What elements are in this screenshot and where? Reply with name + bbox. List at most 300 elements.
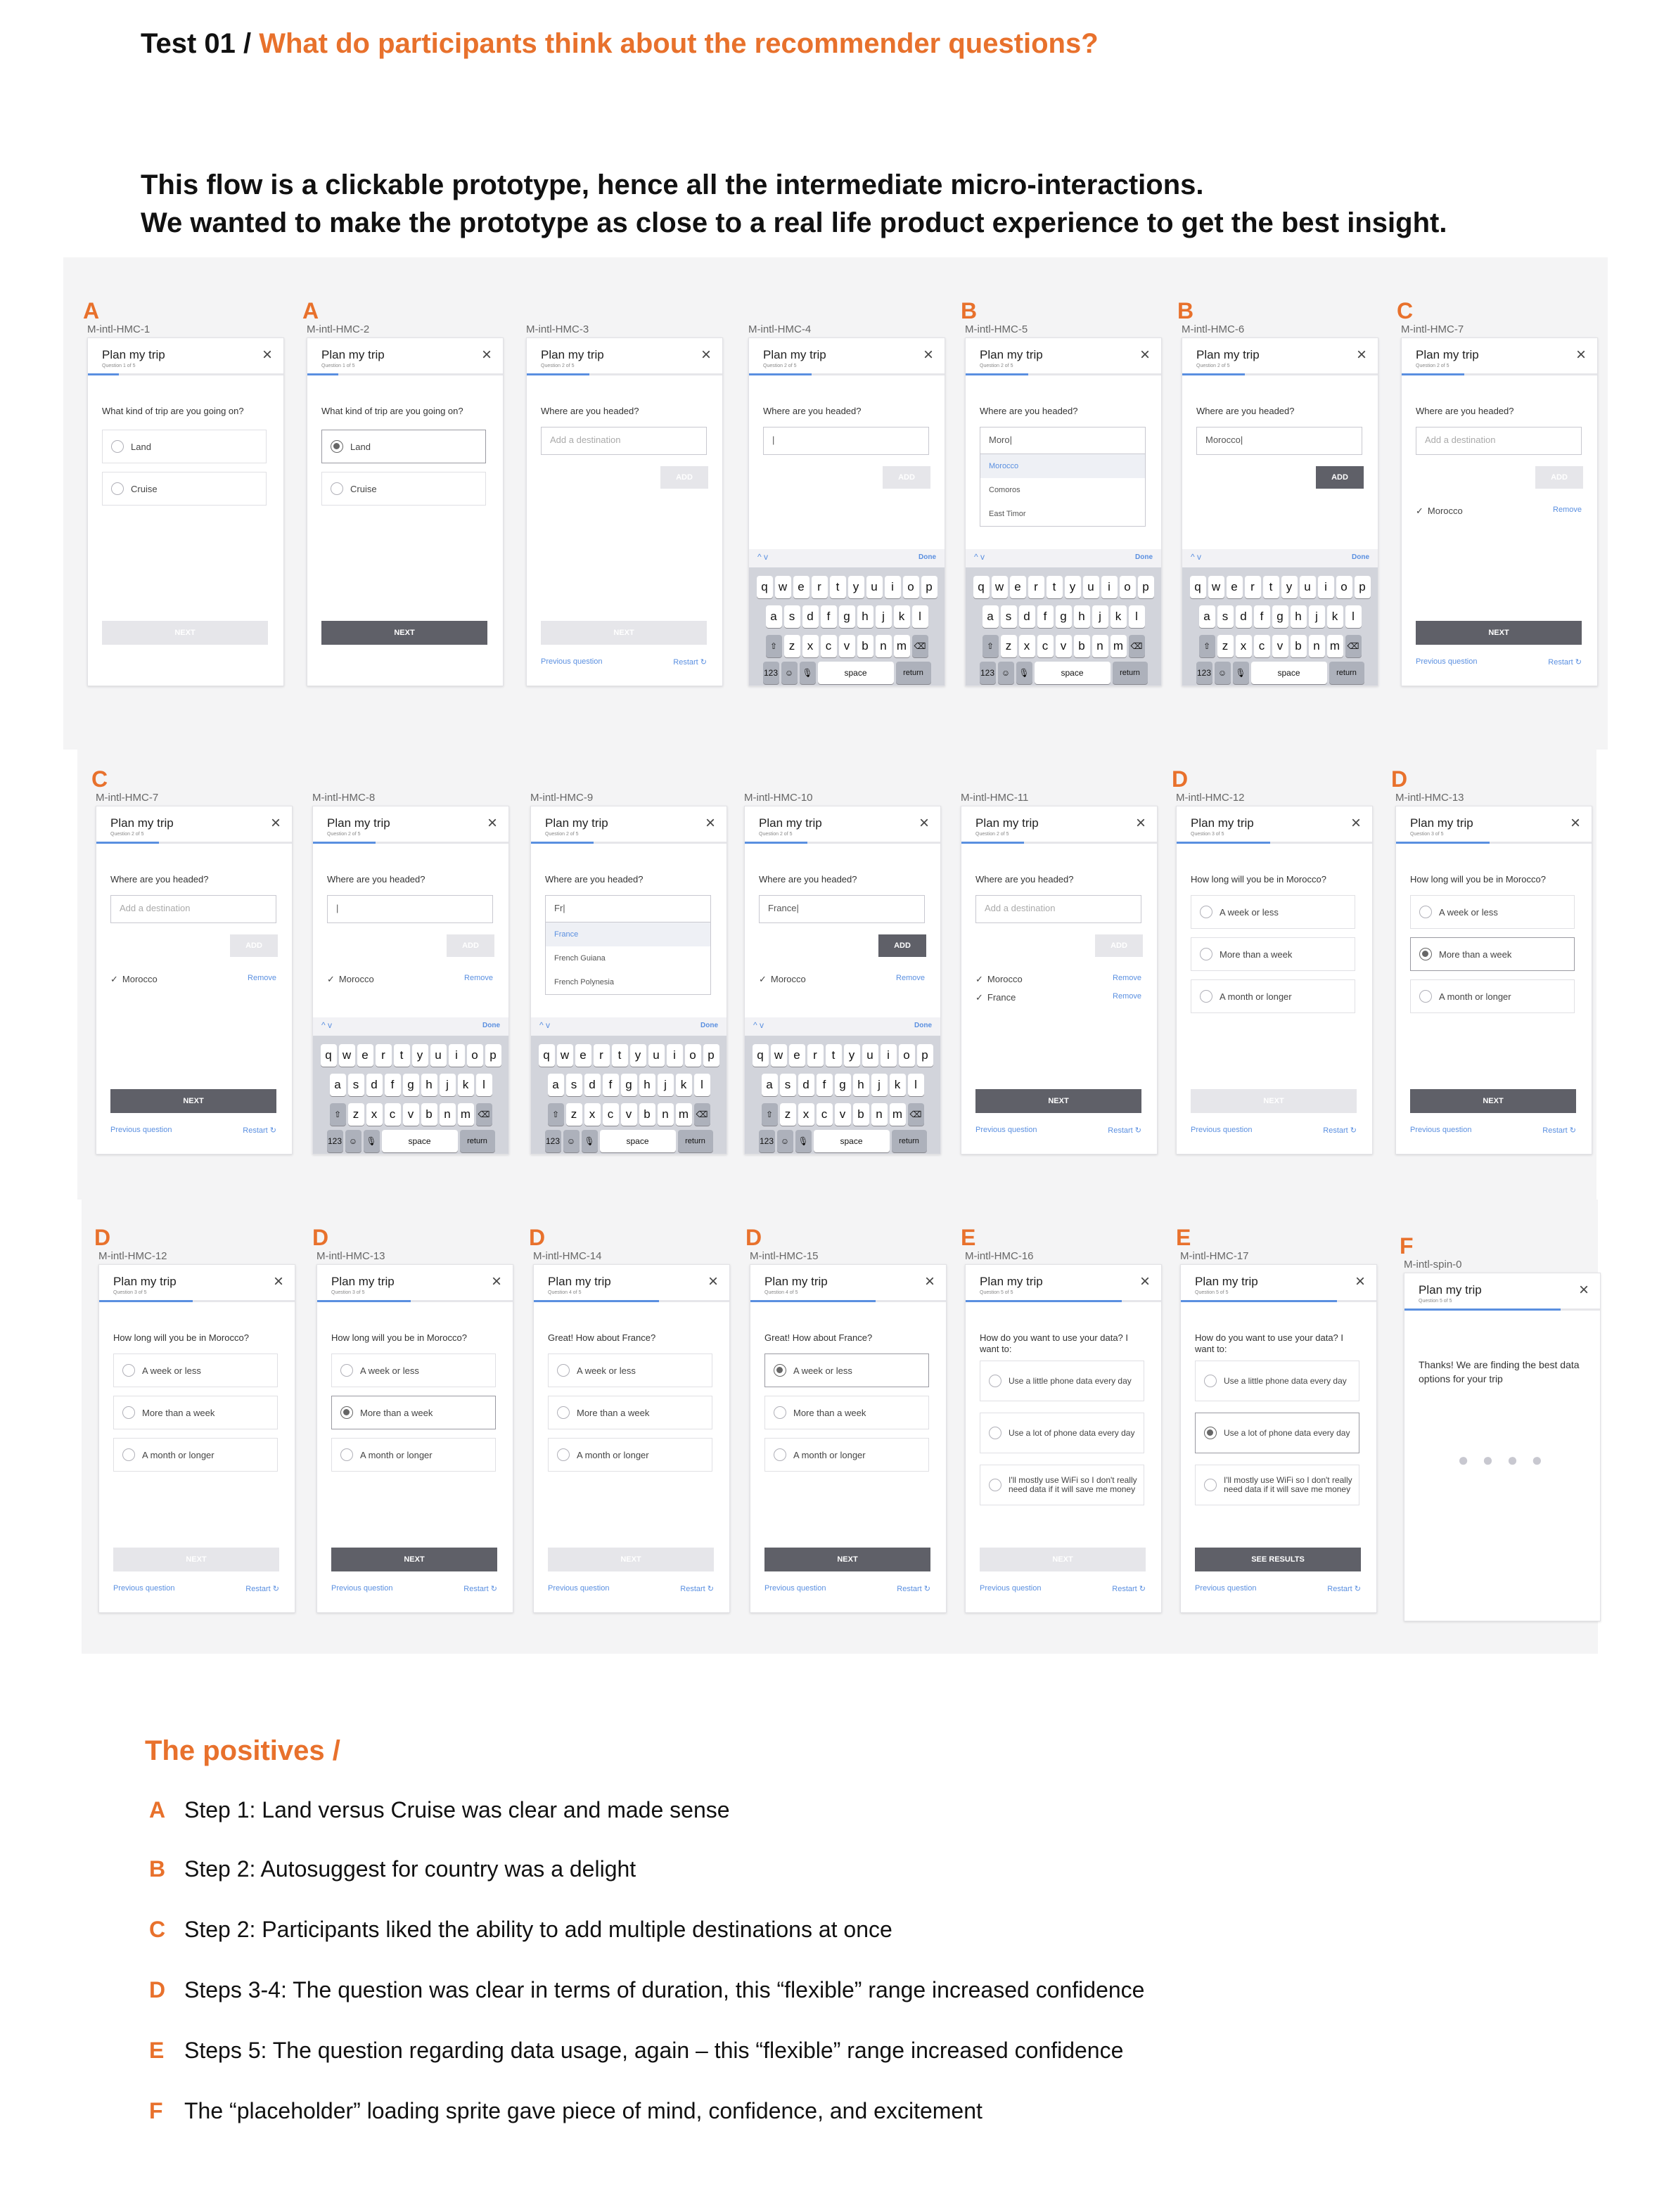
- key-v[interactable]: v: [835, 1103, 851, 1126]
- key-b[interactable]: b: [857, 635, 873, 657]
- key-g[interactable]: g: [1056, 605, 1072, 628]
- key-l[interactable]: l: [908, 1074, 924, 1096]
- emoji-key-icon[interactable]: ☺: [563, 1130, 580, 1152]
- close-icon[interactable]: ×: [705, 814, 715, 832]
- key-n[interactable]: n: [1309, 635, 1325, 657]
- key-s[interactable]: s: [784, 605, 800, 628]
- next-button[interactable]: NEXT: [1191, 1089, 1357, 1113]
- radio-option[interactable]: [321, 472, 486, 506]
- next-button[interactable]: NEXT: [331, 1548, 497, 1571]
- radio-option[interactable]: [1195, 1413, 1359, 1453]
- emoji-key-icon[interactable]: ☺: [345, 1130, 361, 1152]
- previous-question-link[interactable]: Previous question: [975, 1126, 1037, 1134]
- key-u[interactable]: u: [862, 1044, 878, 1067]
- shift-key-icon[interactable]: ⇧: [330, 1103, 346, 1126]
- restart-link[interactable]: Restart ↻: [1548, 658, 1582, 667]
- previous-question-link[interactable]: Previous question: [1195, 1584, 1257, 1593]
- key-j[interactable]: j: [876, 605, 892, 628]
- numbers-key[interactable]: 123: [545, 1130, 561, 1152]
- restart-link[interactable]: Restart ↻: [1323, 1126, 1357, 1135]
- radio-option[interactable]: [1195, 1465, 1359, 1505]
- key-x[interactable]: x: [1019, 635, 1035, 657]
- next-button[interactable]: NEXT: [1410, 1089, 1576, 1113]
- previous-question-link[interactable]: Previous question: [1416, 657, 1478, 666]
- key-p[interactable]: p: [1355, 576, 1371, 598]
- key-j[interactable]: j: [1092, 605, 1108, 628]
- key-m[interactable]: m: [458, 1103, 474, 1126]
- key-u[interactable]: u: [1083, 576, 1099, 598]
- mic-key-icon[interactable]: 🎙: [1016, 662, 1032, 684]
- key-t[interactable]: t: [394, 1044, 410, 1067]
- key-j[interactable]: j: [658, 1074, 674, 1096]
- keyboard[interactable]: [531, 1017, 727, 1154]
- return-key[interactable]: return: [678, 1130, 713, 1152]
- backspace-key-icon[interactable]: ⌫: [908, 1103, 924, 1126]
- keyboard-done-button[interactable]: Done: [914, 1022, 932, 1029]
- key-k[interactable]: k: [890, 1074, 906, 1096]
- close-icon[interactable]: ×: [491, 1272, 501, 1291]
- restart-link[interactable]: Restart ↻: [1108, 1126, 1141, 1135]
- restart-link[interactable]: Restart ↻: [245, 1585, 279, 1593]
- chevron-nav-icon[interactable]: ^ v: [753, 1020, 764, 1030]
- key-r[interactable]: r: [807, 1044, 824, 1067]
- key-a[interactable]: a: [766, 605, 782, 628]
- close-icon[interactable]: ×: [700, 345, 711, 364]
- key-y[interactable]: y: [630, 1044, 646, 1067]
- close-icon[interactable]: ×: [1350, 814, 1361, 832]
- mic-key-icon[interactable]: 🎙: [1233, 662, 1249, 684]
- mic-key-icon[interactable]: 🎙: [800, 662, 816, 684]
- previous-question-link[interactable]: Previous question: [980, 1584, 1042, 1593]
- key-i[interactable]: i: [1318, 576, 1334, 598]
- remove-link[interactable]: Remove: [896, 974, 925, 982]
- key-m[interactable]: m: [1111, 635, 1127, 657]
- remove-link[interactable]: Remove: [1553, 506, 1582, 514]
- keyboard-done-button[interactable]: Done: [482, 1022, 500, 1029]
- remove-link[interactable]: Remove: [248, 974, 276, 982]
- mic-key-icon[interactable]: 🎙: [795, 1130, 812, 1152]
- next-button[interactable]: NEXT: [321, 621, 487, 645]
- key-z[interactable]: z: [348, 1103, 364, 1126]
- previous-question-link[interactable]: Previous question: [1191, 1126, 1253, 1134]
- radio-option[interactable]: [548, 1396, 712, 1429]
- space-key[interactable]: space: [1251, 662, 1327, 684]
- key-o[interactable]: o: [1336, 576, 1352, 598]
- close-icon[interactable]: ×: [1578, 1280, 1589, 1299]
- key-v[interactable]: v: [403, 1103, 419, 1126]
- keyboard-done-button[interactable]: Done: [700, 1022, 718, 1029]
- add-button[interactable]: ADD: [883, 466, 930, 489]
- restart-link[interactable]: Restart ↻: [1542, 1126, 1576, 1135]
- key-c[interactable]: c: [385, 1103, 401, 1126]
- return-key[interactable]: return: [896, 662, 931, 684]
- next-button[interactable]: NEXT: [548, 1548, 714, 1571]
- key-m[interactable]: m: [1327, 635, 1343, 657]
- next-button[interactable]: NEXT: [113, 1548, 279, 1571]
- key-i[interactable]: i: [667, 1044, 683, 1067]
- radio-option[interactable]: [331, 1438, 496, 1472]
- key-z[interactable]: z: [780, 1103, 796, 1126]
- radio-option[interactable]: [548, 1353, 712, 1387]
- key-o[interactable]: o: [467, 1044, 483, 1067]
- restart-link[interactable]: Restart ↻: [1112, 1585, 1146, 1593]
- previous-question-link[interactable]: Previous question: [548, 1584, 610, 1593]
- previous-question-link[interactable]: Previous question: [764, 1584, 826, 1593]
- restart-link[interactable]: Restart ↻: [1327, 1585, 1361, 1593]
- key-g[interactable]: g: [403, 1074, 419, 1096]
- radio-option[interactable]: [980, 1465, 1144, 1505]
- key-i[interactable]: i: [885, 576, 901, 598]
- key-f[interactable]: f: [817, 1074, 833, 1096]
- remove-link[interactable]: Remove: [1113, 992, 1141, 1001]
- key-n[interactable]: n: [871, 1103, 888, 1126]
- radio-option[interactable]: [1410, 895, 1575, 929]
- key-q[interactable]: q: [973, 576, 990, 598]
- chevron-nav-icon[interactable]: ^ v: [974, 552, 985, 562]
- close-icon[interactable]: ×: [924, 1272, 935, 1291]
- key-d[interactable]: d: [366, 1074, 383, 1096]
- add-button[interactable]: ADD: [660, 466, 708, 489]
- key-h[interactable]: h: [1074, 605, 1090, 628]
- key-e[interactable]: e: [793, 576, 809, 598]
- key-z[interactable]: z: [1217, 635, 1234, 657]
- key-l[interactable]: l: [1129, 605, 1145, 628]
- key-l[interactable]: l: [694, 1074, 710, 1096]
- key-x[interactable]: x: [798, 1103, 814, 1126]
- key-j[interactable]: j: [871, 1074, 888, 1096]
- key-m[interactable]: m: [676, 1103, 692, 1126]
- add-button[interactable]: ADD: [1316, 466, 1364, 489]
- key-l[interactable]: l: [912, 605, 928, 628]
- next-button[interactable]: NEXT: [764, 1548, 930, 1571]
- key-c[interactable]: c: [821, 635, 837, 657]
- key-h[interactable]: h: [853, 1074, 869, 1096]
- keyboard[interactable]: [313, 1017, 508, 1154]
- backspace-key-icon[interactable]: ⌫: [912, 635, 928, 657]
- destination-input[interactable]: France|: [759, 895, 925, 923]
- key-d[interactable]: d: [1019, 605, 1035, 628]
- shift-key-icon[interactable]: ⇧: [766, 635, 782, 657]
- add-button[interactable]: ADD: [878, 934, 926, 957]
- radio-option[interactable]: [102, 430, 267, 463]
- key-u[interactable]: u: [648, 1044, 665, 1067]
- key-x[interactable]: x: [1236, 635, 1252, 657]
- keyboard-done-button[interactable]: Done: [919, 553, 936, 561]
- previous-question-link[interactable]: Previous question: [110, 1126, 172, 1134]
- next-button[interactable]: NEXT: [541, 621, 707, 645]
- next-button[interactable]: NEXT: [102, 621, 268, 645]
- suggestion-item[interactable]: East Timor: [989, 510, 1026, 518]
- key-f[interactable]: f: [603, 1074, 619, 1096]
- key-o[interactable]: o: [685, 1044, 701, 1067]
- return-key[interactable]: return: [892, 1130, 927, 1152]
- add-button[interactable]: ADD: [1535, 466, 1583, 489]
- backspace-key-icon[interactable]: ⌫: [476, 1103, 492, 1126]
- return-key[interactable]: return: [1113, 662, 1148, 684]
- key-z[interactable]: z: [784, 635, 800, 657]
- key-l[interactable]: l: [1345, 605, 1362, 628]
- key-q[interactable]: q: [753, 1044, 769, 1067]
- key-d[interactable]: d: [584, 1074, 601, 1096]
- key-a[interactable]: a: [762, 1074, 778, 1096]
- destination-input[interactable]: Add a destination: [975, 895, 1141, 923]
- key-t[interactable]: t: [1263, 576, 1279, 598]
- key-t[interactable]: t: [612, 1044, 628, 1067]
- key-c[interactable]: c: [1037, 635, 1054, 657]
- radio-option[interactable]: [331, 1396, 496, 1429]
- add-button[interactable]: ADD: [1095, 934, 1143, 957]
- shift-key-icon[interactable]: ⇧: [983, 635, 999, 657]
- key-p[interactable]: p: [485, 1044, 501, 1067]
- key-u[interactable]: u: [866, 576, 883, 598]
- space-key[interactable]: space: [382, 1130, 458, 1152]
- key-w[interactable]: w: [775, 576, 791, 598]
- key-x[interactable]: x: [802, 635, 819, 657]
- return-key[interactable]: return: [1329, 662, 1364, 684]
- key-n[interactable]: n: [658, 1103, 674, 1126]
- keyboard[interactable]: [1182, 549, 1378, 686]
- key-o[interactable]: o: [1120, 576, 1136, 598]
- key-s[interactable]: s: [1217, 605, 1234, 628]
- remove-link[interactable]: Remove: [1113, 974, 1141, 982]
- suggestion-item[interactable]: France: [546, 922, 710, 946]
- key-b[interactable]: b: [421, 1103, 437, 1126]
- key-k[interactable]: k: [894, 605, 910, 628]
- chevron-nav-icon[interactable]: ^ v: [539, 1020, 550, 1030]
- key-w[interactable]: w: [771, 1044, 787, 1067]
- key-g[interactable]: g: [839, 605, 855, 628]
- restart-link[interactable]: Restart ↻: [897, 1585, 930, 1593]
- remove-link[interactable]: Remove: [464, 974, 493, 982]
- key-p[interactable]: p: [1138, 576, 1154, 598]
- chevron-nav-icon[interactable]: ^ v: [757, 552, 768, 562]
- key-c[interactable]: c: [1254, 635, 1270, 657]
- key-h[interactable]: h: [857, 605, 873, 628]
- key-z[interactable]: z: [566, 1103, 582, 1126]
- key-e[interactable]: e: [357, 1044, 373, 1067]
- destination-input[interactable]: Add a destination: [541, 427, 707, 455]
- keyboard-done-button[interactable]: Done: [1135, 553, 1153, 561]
- key-p[interactable]: p: [921, 576, 937, 598]
- backspace-key-icon[interactable]: ⌫: [1345, 635, 1362, 657]
- key-h[interactable]: h: [1291, 605, 1307, 628]
- key-j[interactable]: j: [1309, 605, 1325, 628]
- emoji-key-icon[interactable]: ☺: [777, 1130, 793, 1152]
- radio-option[interactable]: [113, 1438, 278, 1472]
- chevron-nav-icon[interactable]: ^ v: [1191, 552, 1201, 562]
- key-k[interactable]: k: [1111, 605, 1127, 628]
- key-g[interactable]: g: [1272, 605, 1288, 628]
- key-e[interactable]: e: [789, 1044, 805, 1067]
- key-k[interactable]: k: [458, 1074, 474, 1096]
- shift-key-icon[interactable]: ⇧: [1199, 635, 1215, 657]
- key-r[interactable]: r: [812, 576, 828, 598]
- key-v[interactable]: v: [621, 1103, 637, 1126]
- key-b[interactable]: b: [1291, 635, 1307, 657]
- radio-option[interactable]: [764, 1438, 929, 1472]
- restart-link[interactable]: Restart ↻: [673, 658, 707, 667]
- key-w[interactable]: w: [1208, 576, 1224, 598]
- radio-option[interactable]: [1195, 1361, 1359, 1401]
- radio-option[interactable]: [113, 1396, 278, 1429]
- next-button[interactable]: NEXT: [980, 1548, 1146, 1571]
- radio-option[interactable]: [113, 1353, 278, 1387]
- restart-link[interactable]: Restart ↻: [680, 1585, 714, 1593]
- key-w[interactable]: w: [557, 1044, 573, 1067]
- next-button[interactable]: NEXT: [110, 1089, 276, 1113]
- key-v[interactable]: v: [1272, 635, 1288, 657]
- close-icon[interactable]: ×: [1135, 814, 1146, 832]
- space-key[interactable]: space: [818, 662, 894, 684]
- key-r[interactable]: r: [594, 1044, 610, 1067]
- key-e[interactable]: e: [1010, 576, 1026, 598]
- next-button[interactable]: NEXT: [975, 1089, 1141, 1113]
- close-icon[interactable]: ×: [1575, 345, 1586, 364]
- numbers-key[interactable]: 123: [763, 662, 779, 684]
- radio-option[interactable]: [321, 430, 486, 463]
- return-key[interactable]: return: [460, 1130, 495, 1152]
- restart-link[interactable]: Restart ↻: [243, 1126, 276, 1135]
- radio-option[interactable]: [980, 1413, 1144, 1453]
- emoji-key-icon[interactable]: ☺: [781, 662, 798, 684]
- key-q[interactable]: q: [321, 1044, 337, 1067]
- key-u[interactable]: u: [1300, 576, 1316, 598]
- key-s[interactable]: s: [348, 1074, 364, 1096]
- key-v[interactable]: v: [1056, 635, 1072, 657]
- key-d[interactable]: d: [798, 1074, 814, 1096]
- numbers-key[interactable]: 123: [759, 1130, 775, 1152]
- suggestion-item[interactable]: Comoros: [989, 486, 1020, 494]
- close-icon[interactable]: ×: [270, 814, 281, 832]
- backspace-key-icon[interactable]: ⌫: [694, 1103, 710, 1126]
- destination-input[interactable]: Add a destination: [1416, 427, 1582, 455]
- key-o[interactable]: o: [903, 576, 919, 598]
- radio-option[interactable]: [1191, 937, 1355, 971]
- key-w[interactable]: w: [992, 576, 1008, 598]
- key-w[interactable]: w: [339, 1044, 355, 1067]
- keyboard[interactable]: [749, 549, 945, 686]
- add-button[interactable]: ADD: [447, 934, 494, 957]
- mic-key-icon[interactable]: 🎙: [364, 1130, 380, 1152]
- add-button[interactable]: ADD: [230, 934, 278, 957]
- key-q[interactable]: q: [1190, 576, 1206, 598]
- key-g[interactable]: g: [621, 1074, 637, 1096]
- close-icon[interactable]: ×: [1570, 814, 1580, 832]
- key-i[interactable]: i: [1101, 576, 1118, 598]
- previous-question-link[interactable]: Previous question: [1410, 1126, 1472, 1134]
- destination-input[interactable]: Moro|: [980, 427, 1146, 455]
- key-f[interactable]: f: [1254, 605, 1270, 628]
- close-icon[interactable]: ×: [923, 345, 933, 364]
- key-o[interactable]: o: [899, 1044, 915, 1067]
- key-s[interactable]: s: [566, 1074, 582, 1096]
- next-button[interactable]: SEE RESULTS: [1195, 1548, 1361, 1571]
- close-icon[interactable]: ×: [708, 1272, 718, 1291]
- chevron-nav-icon[interactable]: ^ v: [321, 1020, 332, 1030]
- key-m[interactable]: m: [894, 635, 910, 657]
- key-a[interactable]: a: [983, 605, 999, 628]
- key-h[interactable]: h: [639, 1074, 655, 1096]
- radio-option[interactable]: [980, 1361, 1144, 1401]
- shift-key-icon[interactable]: ⇧: [762, 1103, 778, 1126]
- key-n[interactable]: n: [876, 635, 892, 657]
- destination-input[interactable]: |: [327, 895, 493, 923]
- radio-option[interactable]: [1191, 895, 1355, 929]
- close-icon[interactable]: ×: [1355, 1272, 1365, 1291]
- key-p[interactable]: p: [703, 1044, 719, 1067]
- key-g[interactable]: g: [835, 1074, 851, 1096]
- mic-key-icon[interactable]: 🎙: [582, 1130, 598, 1152]
- suggestion-item[interactable]: Morocco: [980, 454, 1145, 478]
- key-i[interactable]: i: [881, 1044, 897, 1067]
- radio-option[interactable]: [1410, 937, 1575, 971]
- close-icon[interactable]: ×: [273, 1272, 283, 1291]
- numbers-key[interactable]: 123: [980, 662, 996, 684]
- keyboard-done-button[interactable]: Done: [1352, 553, 1369, 561]
- key-n[interactable]: n: [1092, 635, 1108, 657]
- suggestion-item[interactable]: French Guiana: [554, 954, 606, 963]
- key-q[interactable]: q: [539, 1044, 555, 1067]
- key-b[interactable]: b: [639, 1103, 655, 1126]
- key-a[interactable]: a: [548, 1074, 564, 1096]
- key-f[interactable]: f: [1037, 605, 1054, 628]
- key-x[interactable]: x: [366, 1103, 383, 1126]
- key-e[interactable]: e: [575, 1044, 591, 1067]
- key-a[interactable]: a: [330, 1074, 346, 1096]
- space-key[interactable]: space: [814, 1130, 890, 1152]
- radio-option[interactable]: [548, 1438, 712, 1472]
- key-p[interactable]: p: [917, 1044, 933, 1067]
- key-k[interactable]: k: [676, 1074, 692, 1096]
- previous-question-link[interactable]: Previous question: [331, 1584, 393, 1593]
- key-h[interactable]: h: [421, 1074, 437, 1096]
- key-s[interactable]: s: [780, 1074, 796, 1096]
- key-t[interactable]: t: [830, 576, 846, 598]
- backspace-key-icon[interactable]: ⌫: [1129, 635, 1145, 657]
- key-r[interactable]: r: [1028, 576, 1044, 598]
- destination-input[interactable]: |: [763, 427, 929, 455]
- key-y[interactable]: y: [848, 576, 864, 598]
- key-a[interactable]: a: [1199, 605, 1215, 628]
- radio-option[interactable]: [102, 472, 267, 506]
- close-icon[interactable]: ×: [1356, 345, 1367, 364]
- space-key[interactable]: space: [1035, 662, 1111, 684]
- destination-input[interactable]: Fr|: [545, 895, 711, 923]
- radio-option[interactable]: [1410, 979, 1575, 1013]
- radio-option[interactable]: [764, 1396, 929, 1429]
- radio-option[interactable]: [764, 1353, 929, 1387]
- key-t[interactable]: t: [826, 1044, 842, 1067]
- destination-input[interactable]: Morocco|: [1196, 427, 1362, 455]
- key-c[interactable]: c: [817, 1103, 833, 1126]
- radio-option[interactable]: [1191, 979, 1355, 1013]
- key-q[interactable]: q: [757, 576, 773, 598]
- key-z[interactable]: z: [1001, 635, 1017, 657]
- key-c[interactable]: c: [603, 1103, 619, 1126]
- close-icon[interactable]: ×: [262, 345, 272, 364]
- shift-key-icon[interactable]: ⇧: [548, 1103, 564, 1126]
- next-button[interactable]: NEXT: [1416, 621, 1582, 645]
- key-k[interactable]: k: [1327, 605, 1343, 628]
- key-y[interactable]: y: [844, 1044, 860, 1067]
- key-v[interactable]: v: [839, 635, 855, 657]
- key-s[interactable]: s: [1001, 605, 1017, 628]
- key-l[interactable]: l: [476, 1074, 492, 1096]
- key-t[interactable]: t: [1047, 576, 1063, 598]
- key-u[interactable]: u: [430, 1044, 447, 1067]
- key-x[interactable]: x: [584, 1103, 601, 1126]
- key-r[interactable]: r: [376, 1044, 392, 1067]
